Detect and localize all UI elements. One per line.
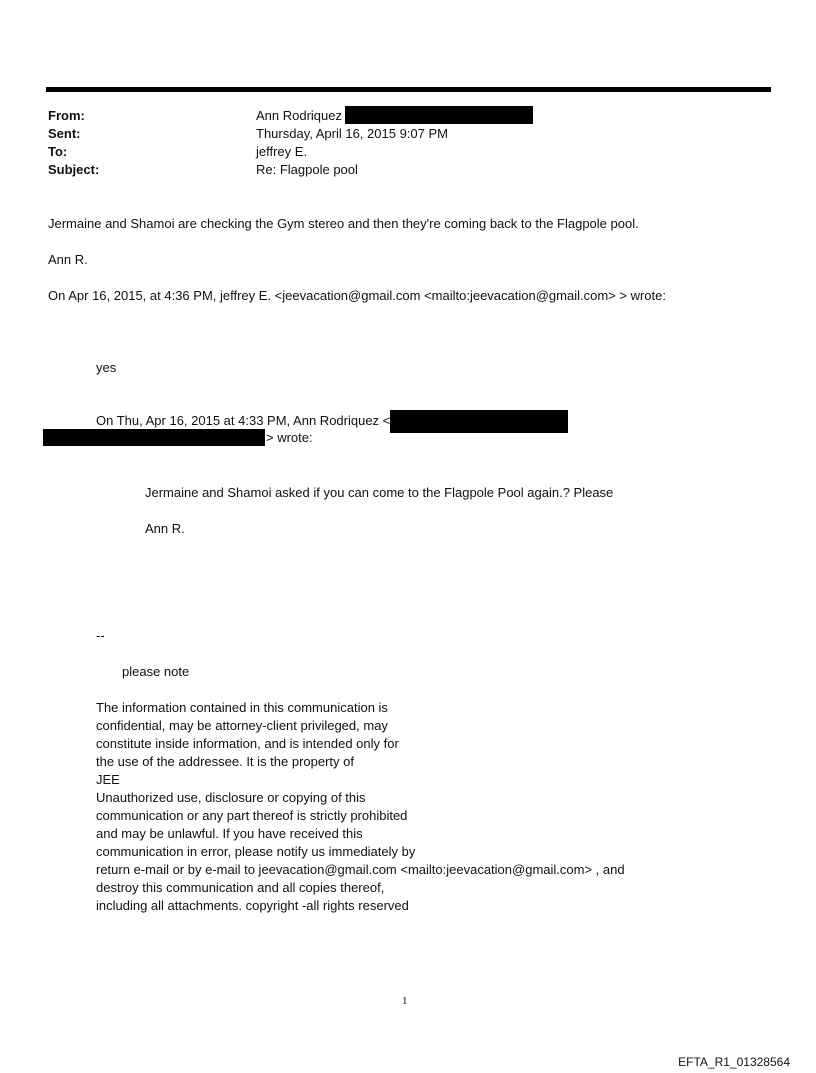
- disclaimer-line: The information contained in this communication is: [96, 700, 388, 715]
- disclaimer-line: and may be unlawful. If you have received this: [96, 826, 363, 841]
- nested-signature: Ann R.: [145, 521, 185, 536]
- signature-separator: --: [96, 628, 105, 643]
- subject-label: Subject:: [48, 162, 100, 177]
- redaction-block: [43, 429, 265, 446]
- disclaimer-block: [96, 699, 625, 915]
- disclaimer-line: including all attachments. copyright -all rights reserved: [96, 898, 409, 913]
- redaction-block: [345, 106, 533, 124]
- nested-intro-end: > wrote:: [266, 430, 313, 445]
- disclaimer-line: Unauthorized use, disclosure or copying of this: [96, 790, 366, 805]
- disclaimer-line: communication in error, please notify us immediately by: [96, 844, 416, 859]
- from-value: Ann Rodriquez: [256, 108, 342, 123]
- page-number: 1: [402, 995, 408, 1007]
- disclaimer-line: constitute inside information, and is intended only for: [96, 736, 399, 751]
- disclaimer-line: the use of the addressee. It is the property of: [96, 754, 354, 769]
- disclaimer-line: return e-mail or by e-mail to jeevacation@gmail.com <mailto:jeevacation@gmail.com> , and: [96, 862, 625, 877]
- from-label: From:: [48, 108, 85, 123]
- nested-intro: On Thu, Apr 16, 2015 at 4:33 PM, Ann Rodriquez <: [96, 413, 391, 428]
- disclaimer-line: confidential, may be attorney-client privileged, may: [96, 718, 388, 733]
- quote-intro: On Apr 16, 2015, at 4:36 PM, jeffrey E. <jeevacation@gmail.com <mailto:jeevacation@gmail.com> > wrote:: [48, 288, 666, 303]
- please-note: please note: [122, 664, 190, 679]
- disclaimer-line: destroy this communication and all copies thereof,: [96, 880, 385, 895]
- to-label: To:: [48, 144, 68, 159]
- sent-label: Sent:: [48, 126, 81, 141]
- message-text: Jermaine and Shamoi are checking the Gym stereo and then they're coming back to the Flagpole pool.: [48, 216, 639, 231]
- header-rule: [46, 87, 771, 92]
- sent-value: Thursday, April 16, 2015 9:07 PM: [256, 126, 448, 141]
- document-id: EFTA_R1_01328564: [678, 1055, 790, 1069]
- redaction-block: [390, 410, 568, 433]
- subject-value: Re: Flagpole pool: [256, 162, 358, 177]
- reply-text: yes: [96, 360, 117, 375]
- to-value: jeffrey E.: [256, 144, 308, 159]
- disclaimer-line: communication or any part thereof is strictly prohibited: [96, 808, 408, 823]
- signature: Ann R.: [48, 252, 88, 267]
- disclaimer-line: JEE: [96, 772, 120, 787]
- nested-message: Jermaine and Shamoi asked if you can come to the Flagpole Pool again.? Please: [145, 485, 614, 500]
